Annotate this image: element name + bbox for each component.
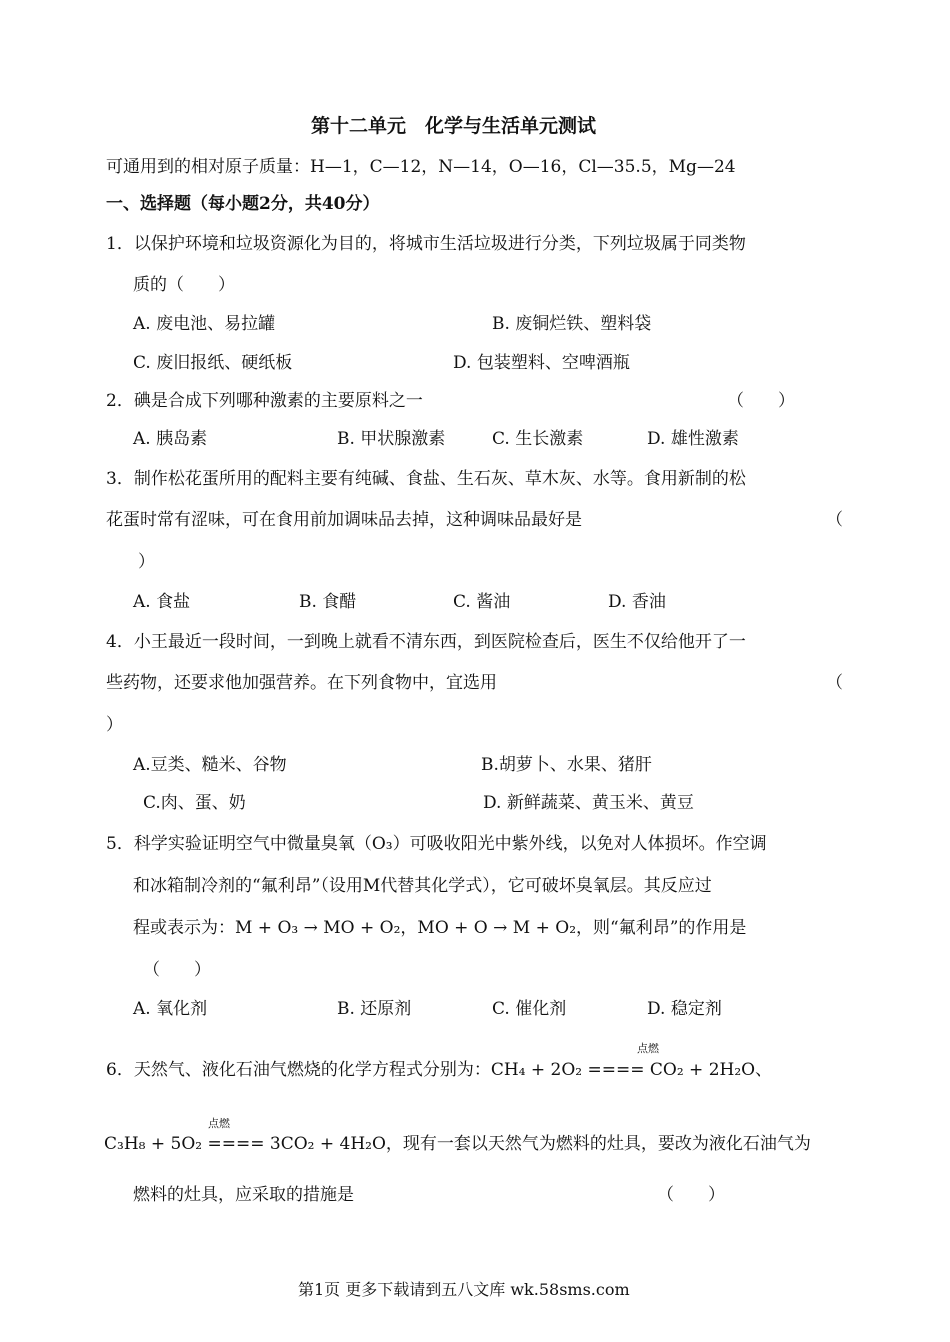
q4-option-b: B.胡萝卜、水果、猪肝 — [481, 755, 652, 775]
q6-stem-prefix: 6．天然气、液化石油气燃烧的化学方程式分别为： — [106, 1060, 491, 1080]
q6-stem-line3: 燃料的灶具，应采取的措施是 — [133, 1185, 354, 1205]
q5-option-c: C. 催化剂 — [492, 999, 567, 1019]
q1-option-a: A. 废电池、易拉罐 — [133, 314, 276, 334]
q6-eq2-condition: 点燃 — [208, 1117, 230, 1130]
q2-option-b: B. 甲状腺激素 — [337, 429, 446, 449]
q4-option-d: D. 新鲜蔬菜、黄玉米、黄豆 — [483, 793, 694, 813]
q6-eq2-arrow: ==== — [207, 1134, 265, 1154]
q4-option-a: A.豆类、糙米、谷物 — [133, 755, 287, 775]
q3-option-b: B. 食醋 — [299, 592, 357, 612]
q6-stem-line1 — [106, 1059, 772, 1081]
q2-stem: 2．碘是合成下列哪种激素的主要原料之一 — [106, 391, 423, 411]
q6-eq1-arrow: ==== — [587, 1060, 645, 1080]
q1-stem-line2: 质的（ ） — [133, 275, 235, 295]
atomic-masses-note: 可通用到的相对原子质量：H—1，C—12，N—14，O—16，Cl—35.5，Mg—24 — [106, 157, 736, 177]
page-title: 第十二单元 化学与生活单元测试 — [311, 115, 597, 137]
q3-paren-open: （ — [826, 510, 843, 530]
q3-stem-line1: 3．制作松花蛋所用的配料主要有纯碱、食盐、生石灰、草木灰、水等。食用新制的松 — [106, 469, 746, 489]
q6-eq2-lhs: C₃H₈ + 5O₂ — [104, 1134, 208, 1154]
q2-answer-paren: （ ） — [727, 391, 795, 411]
q6-eq2-rhs: 3CO₂ + 4H₂O，现有一套以天然气为燃料的灶具，要改为液化石油气为 — [264, 1134, 811, 1154]
q1-option-c: C. 废旧报纸、硬纸板 — [133, 353, 293, 373]
q5-option-a: A. 氧化剂 — [133, 999, 208, 1019]
section-heading-choice: 一、选择题（每小题2分，共40分） — [106, 194, 380, 214]
q5-option-d: D. 稳定剂 — [647, 999, 722, 1019]
q6-eq1-rhs: CO₂ + 2H₂O、 — [644, 1060, 773, 1080]
q6-eq1-lhs: CH₄ + 2O₂ — [490, 1060, 588, 1080]
q3-paren-close: ） — [138, 552, 155, 572]
q2-option-c: C. 生长激素 — [492, 429, 584, 449]
q2-option-d: D. 雄性激素 — [647, 429, 739, 449]
q4-paren-close: ） — [106, 715, 123, 735]
q1-option-b: B. 废铜烂铁、塑料袋 — [492, 314, 652, 334]
q4-paren-open: （ — [826, 673, 843, 693]
q1-option-d: D. 包装塑料、空啤酒瓶 — [453, 353, 630, 373]
q5-stem-line2: 和冰箱制冷剂的“氟利昂”（设用M代替其化学式），它可破坏臭氧层。其反应过 — [133, 876, 712, 896]
q1-stem-line1: 1．以保护环境和垃圾资源化为目的，将城市生活垃圾进行分类，下列垃圾属于同类物 — [106, 234, 746, 254]
q6-eq1-condition: 点燃 — [637, 1042, 659, 1055]
q4-stem-line1: 4．小王最近一段时间，一到晚上就看不清东西，到医院检查后，医生不仅给他开了一 — [106, 632, 746, 652]
q3-option-d: D. 香油 — [608, 592, 666, 612]
q4-stem-line2: 些药物，还要求他加强营养。在下列食物中，宜选用 — [106, 673, 497, 693]
q5-option-b: B. 还原剂 — [337, 999, 412, 1019]
q6-answer-paren: （ ） — [657, 1185, 725, 1205]
q3-stem-line2: 花蛋时常有涩味，可在食用前加调味品去掉，这种调味品最好是 — [106, 510, 582, 530]
q3-option-c: C. 酱油 — [453, 592, 511, 612]
q4-option-c: C.肉、蛋、奶 — [143, 793, 246, 813]
q3-option-a: A. 食盐 — [133, 592, 191, 612]
page-footer: 第1页 更多下载请到五八文库 wk.58sms.com — [298, 1280, 630, 1299]
q2-option-a: A. 胰岛素 — [133, 429, 208, 449]
q6-stem-line2 — [104, 1133, 811, 1155]
q5-stem-line1: 5．科学实验证明空气中微量臭氧（O₃）可吸收阳光中紫外线，以免对人体损坏。作空调 — [106, 834, 767, 854]
q5-stem-line3: 程或表示为：M + O₃ → MO + O₂，MO + O → M + O₂，则“氟利昂”的作用是 — [133, 918, 747, 938]
q5-answer-paren: （ ） — [143, 960, 211, 980]
